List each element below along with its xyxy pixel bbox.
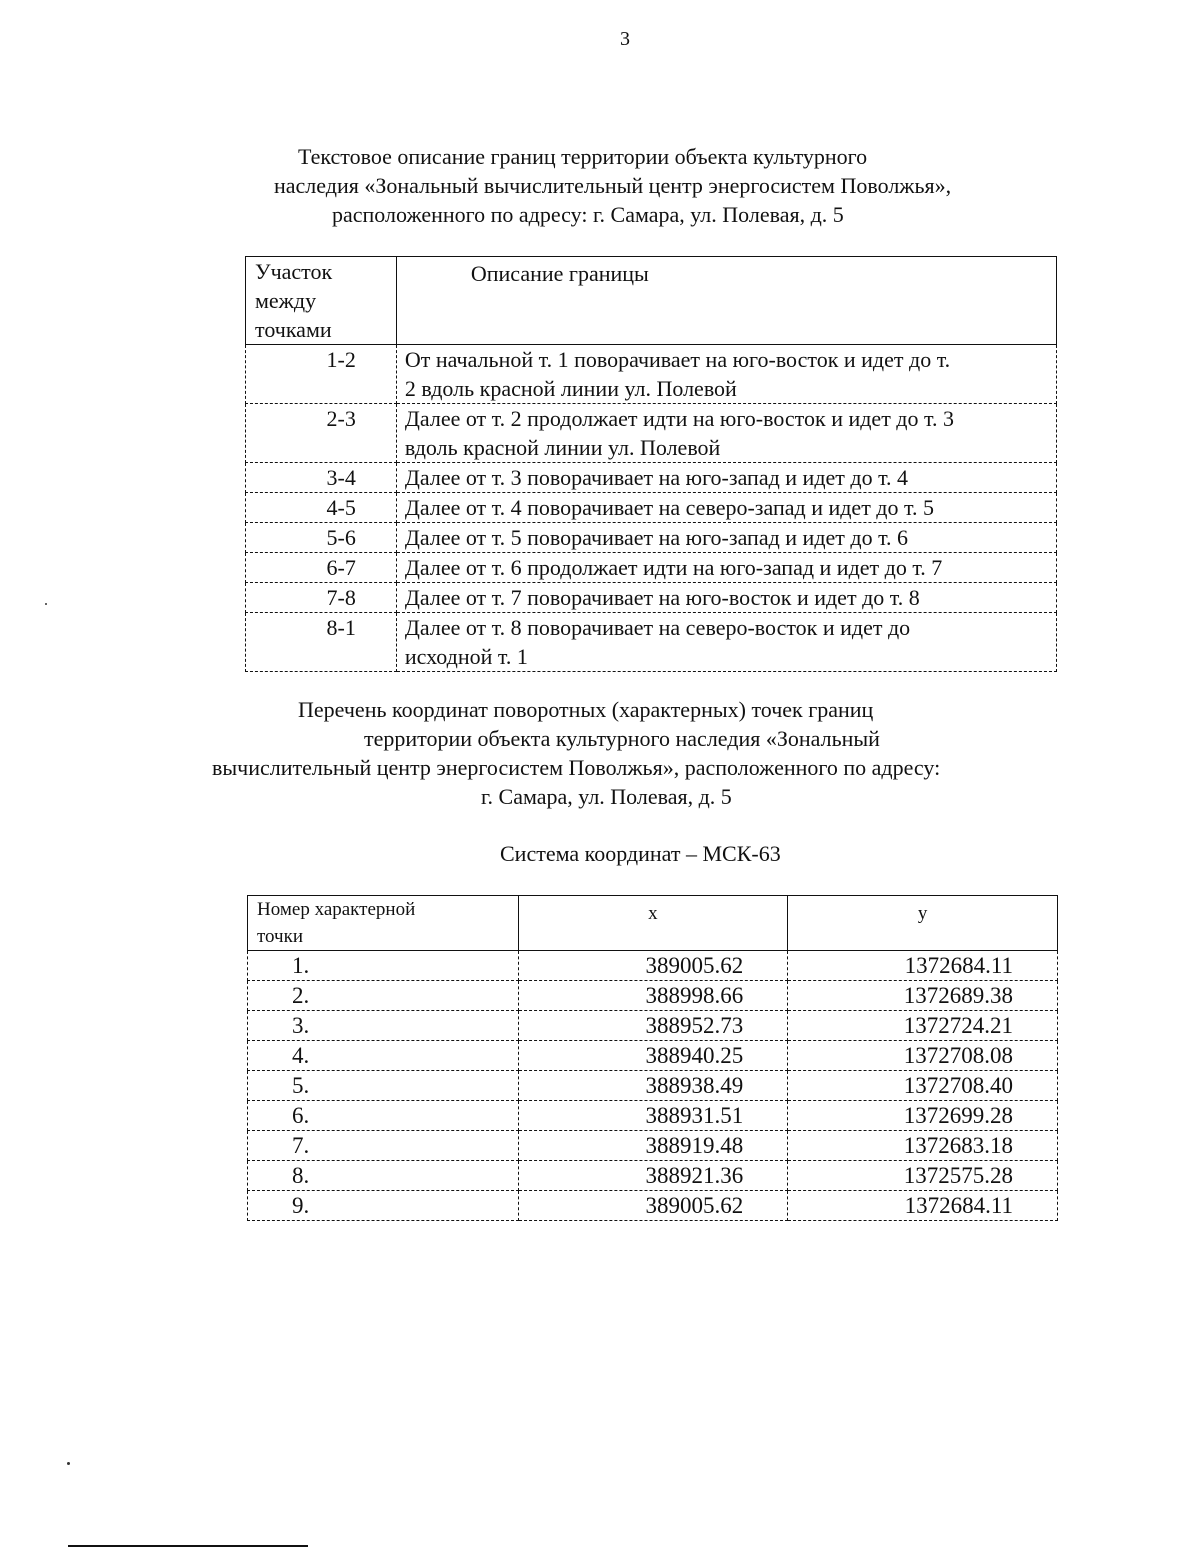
segment-cell: 1-2	[246, 345, 397, 404]
table-row	[248, 1071, 1058, 1101]
x-header: x	[518, 896, 788, 951]
x-cell: 389005.62	[518, 951, 788, 981]
table-row	[246, 613, 1057, 672]
x-cell: 388919.48	[518, 1131, 788, 1161]
point-number-cell: 1.	[248, 951, 519, 981]
description-cell: Далее от т. 6 продолжает идти на юго-запад и идет до т. 7	[396, 553, 1056, 583]
description-cell: Далее от т. 7 поворачивает на юго-восток и идет до т. 8	[396, 583, 1056, 613]
table-row	[246, 523, 1057, 553]
point-number-cell: 4.	[248, 1041, 519, 1071]
section1-title-line2: наследия «Зональный вычислительный центр энергосистем Поволжья»,	[274, 173, 952, 198]
x-cell: 388931.51	[518, 1101, 788, 1131]
table-row	[246, 553, 1057, 583]
table-row	[248, 981, 1058, 1011]
point-number-cell: 2.	[248, 981, 519, 1011]
coordinates-table	[247, 895, 1058, 1221]
description-cell: Далее от т. 5 поворачивает на юго-запад и идет до т. 6	[396, 523, 1056, 553]
section1-title-line3: расположенного по адресу: г. Самара, ул. Полевая, д. 5	[332, 202, 844, 227]
section1-title-line1: Текстовое описание границ территории объекта культурного	[298, 144, 868, 169]
y-cell: 1372699.28	[788, 1101, 1058, 1131]
y-cell: 1372708.40	[788, 1071, 1058, 1101]
point-number-cell: 6.	[248, 1101, 519, 1131]
section2-title-line4: г. Самара, ул. Полевая, д. 5	[481, 784, 732, 809]
segment-cell: 3-4	[246, 463, 397, 493]
description-cell: Далее от т. 4 поворачивает на северо-запад и идет до т. 5	[396, 493, 1056, 523]
page-number: 3	[620, 28, 630, 50]
x-cell: 388952.73	[518, 1011, 788, 1041]
y-cell: 1372575.28	[788, 1161, 1058, 1191]
point-number-cell: 7.	[248, 1131, 519, 1161]
x-cell: 388940.25	[518, 1041, 788, 1071]
segment-cell: 4-5	[246, 493, 397, 523]
description-cell: Далее от т. 8 поворачивает на северо-восток и идет до исходной т. 1	[396, 613, 1056, 672]
y-cell: 1372689.38	[788, 981, 1058, 1011]
section2-title-line2: территории объекта культурного наследия «Зональный	[364, 726, 880, 751]
segment-cell: 6-7	[246, 553, 397, 583]
x-cell: 389005.62	[518, 1191, 788, 1221]
y-cell: 1372684.11	[788, 1191, 1058, 1221]
section2-title-line3: вычислительный центр энергосистем Поволжья», расположенного по адресу:	[212, 755, 941, 780]
section2-title-line1: Перечень координат поворотных (характерных) точек границ	[298, 697, 874, 722]
table-row	[246, 463, 1057, 493]
description-cell: Далее от т. 3 поворачивает на юго-запад и идет до т. 4	[396, 463, 1056, 493]
point-number-cell: 8.	[248, 1161, 519, 1191]
scan-dot	[45, 603, 47, 605]
table-row	[248, 1131, 1058, 1161]
description-cell: Далее от т. 2 продолжает идти на юго-восток и идет до т. 3 вдоль красной линии ул. Полевой	[396, 404, 1056, 463]
y-cell: 1372683.18	[788, 1131, 1058, 1161]
table-row	[248, 1101, 1058, 1131]
y-cell: 1372708.08	[788, 1041, 1058, 1071]
segment-cell: 2-3	[246, 404, 397, 463]
point-number-cell: 9.	[248, 1191, 519, 1221]
table-row	[248, 1191, 1058, 1221]
description-cell: От начальной т. 1 поворачивает на юго-восток и идет до т. 2 вдоль красной линии ул. Полевой	[396, 345, 1056, 404]
segment-cell: 5-6	[246, 523, 397, 553]
segment-header: Участок между точками	[246, 257, 397, 345]
segment-cell: 8-1	[246, 613, 397, 672]
table-row	[246, 404, 1057, 463]
table-row	[248, 1011, 1058, 1041]
y-cell: 1372684.11	[788, 951, 1058, 981]
table-row	[248, 1161, 1058, 1191]
x-cell: 388998.66	[518, 981, 788, 1011]
coordinate-system-label: Система координат – МСК-63	[500, 841, 781, 866]
point-number-cell: 5.	[248, 1071, 519, 1101]
x-cell: 388938.49	[518, 1071, 788, 1101]
description-header: Описание границы	[396, 257, 1056, 345]
table-row	[246, 583, 1057, 613]
x-cell: 388921.36	[518, 1161, 788, 1191]
footnote-rule	[68, 1545, 308, 1547]
table-row	[248, 951, 1058, 981]
segment-cell: 7-8	[246, 583, 397, 613]
y-header: y	[788, 896, 1058, 951]
boundary-table	[245, 256, 1057, 672]
boundary-table-header	[246, 257, 1057, 345]
point-number-cell: 3.	[248, 1011, 519, 1041]
table-row	[246, 493, 1057, 523]
scan-dot	[67, 1462, 70, 1465]
y-cell: 1372724.21	[788, 1011, 1058, 1041]
table-row	[246, 345, 1057, 404]
coordinates-table-header	[248, 896, 1058, 951]
table-row	[248, 1041, 1058, 1071]
point-number-header: Номер характерной точки	[248, 896, 519, 951]
